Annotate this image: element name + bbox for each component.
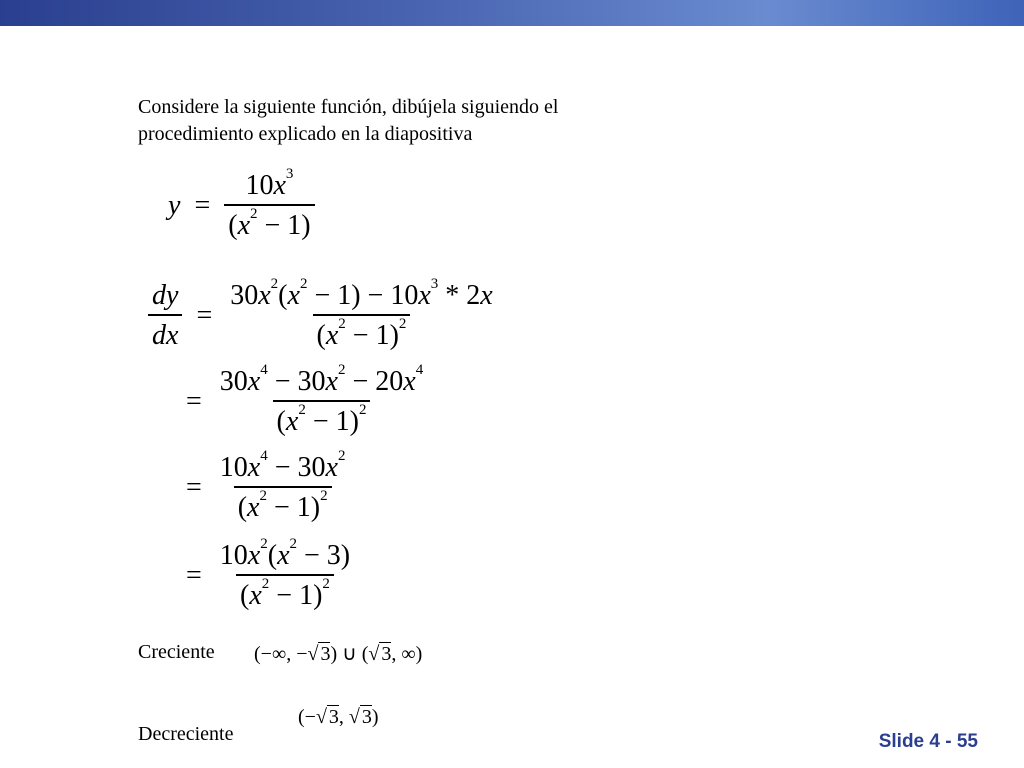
step-4-fraction: $\frac{10x^2(x^2 - 3)}{(x^2 - 1)^2}$ [219,536,351,611]
intro-line-2: procedimiento explicado en la diapositiva [138,123,473,145]
y-symbol: y [168,190,181,221]
intro-line-1: Considere la siguiente función, dibújela siguiendo el [138,96,559,118]
function-denominator: $(x^2 - 1)$ [224,204,314,242]
step-2-equation [186,362,427,438]
function-equation [168,166,315,242]
equals-sign: = [196,300,213,331]
derivative-fraction [226,276,497,352]
title-bar [0,0,1024,26]
function-numerator: $10x^3$ [245,166,294,201]
derivative-denominator: $(x^2 - 1)^2$ [313,314,411,352]
equals-sign: = [194,190,211,221]
derivative-equation [148,276,497,352]
function-fraction [224,166,314,242]
increasing-interval: (−∞, −√ 3) ∪ (√ 3, ∞) [254,643,423,665]
step-4-equation [186,536,354,612]
equals-sign: = [186,560,202,591]
derivative-numerator: $30x^2(x^2 - 1) - 10x^3 * 2x$ [230,276,493,311]
equals-sign: = [186,472,202,503]
decreasing-interval: (−√ 3, √ 3) [298,706,379,728]
dy-dx-fraction: $\frac{dy}{dx}$ [148,280,182,352]
step-2-fraction: $\frac{30x^4 - 30x^2 - 20x^4}{(x^2 - 1)^2}$ [219,362,424,437]
decreasing-label: Decreciente [138,723,234,745]
step-3-fraction: $\frac{10x^4 - 30x^2}{(x^2 - 1)^2}$ [219,448,346,523]
step-3-equation [186,448,349,524]
equals-sign: = [186,386,202,417]
increasing-label: Creciente [138,641,215,663]
slide-number: Slide 4 - 55 [878,731,978,752]
intro-text [138,94,698,148]
